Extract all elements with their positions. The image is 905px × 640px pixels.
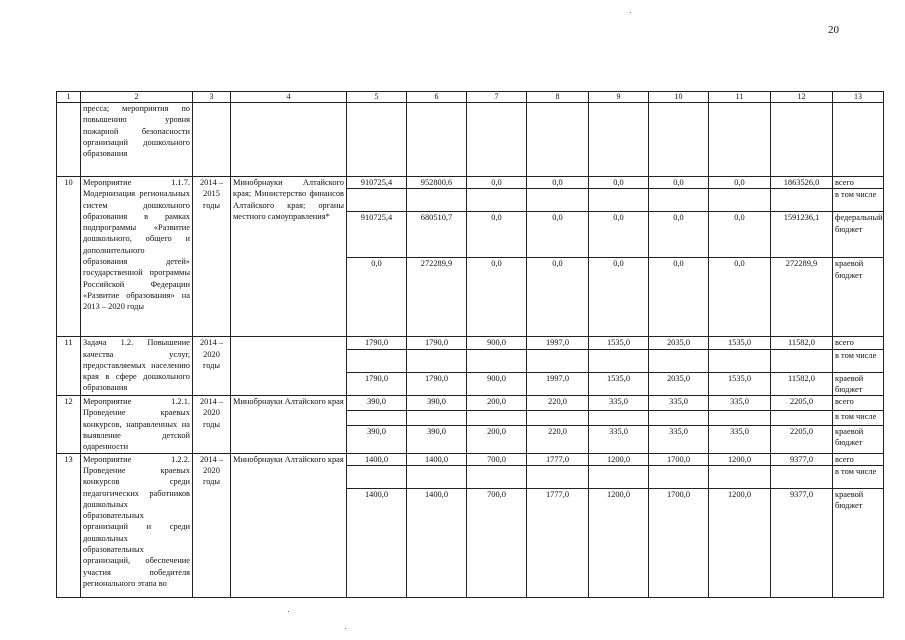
value-cell: 0,0 [649,177,709,189]
value-cell: 1863526,0 [771,177,833,189]
value-cell: 2205,0 [771,396,833,411]
funding-source-cell: федеральный бюджет [833,212,884,258]
header-cell: 2 [81,92,193,103]
continuation-text: пресса; мероприятия по повышению уровня пожарной безопасности организаций дошкольного образования [81,103,193,177]
value-cell [407,465,467,488]
value-cell: 1400,0 [407,453,467,465]
value-cell: 700,0 [467,453,527,465]
value-cell [771,349,833,372]
value-cell: 390,0 [407,396,467,411]
value-cell [709,465,771,488]
funding-source-cell: в том числе [833,410,884,425]
funding-source-cell: в том числе [833,349,884,372]
header-row [57,92,884,103]
value-cell: 9377,0 [771,453,833,465]
table-row [57,396,884,411]
measure-name-cell: Мероприятие 1.2.2. Проведение краевых конкурсов среди педагогических работников дошкольных образовательных организаций и среди дошкольных образовательных организаций, обеспечение участия победителя регионального этапа во [81,453,193,597]
header-cell: 5 [347,92,407,103]
header-cell: 9 [589,92,649,103]
value-cell [771,465,833,488]
period-cell: 2014 – 2020 годы [193,453,231,597]
value-cell [407,349,467,372]
value-cell: 220,0 [527,396,589,411]
value-cell: 700,0 [467,488,527,597]
value-cell [467,410,527,425]
row-number-cell: 12 [57,396,81,453]
empty-cell [467,103,527,177]
value-cell: 1400,0 [347,488,407,597]
value-cell [649,410,709,425]
value-cell: 0,0 [527,212,589,258]
continuation-row [57,103,884,177]
value-cell: 335,0 [709,425,771,453]
value-cell: 910725,4 [347,212,407,258]
value-cell [771,189,833,212]
value-cell: 272289,9 [771,258,833,337]
measure-name-cell: Мероприятие 1.2.1. Проведение краевых конкурсов, направленных на выявление детской одаренности [81,396,193,453]
value-cell: 0,0 [589,212,649,258]
value-cell: 1790,0 [407,337,467,349]
value-cell: 1400,0 [407,488,467,597]
empty-cell [709,103,771,177]
header-cell: 13 [833,92,884,103]
header-cell: 1 [57,92,81,103]
table-row [57,177,884,189]
value-cell: 1400,0 [347,453,407,465]
value-cell [347,410,407,425]
value-cell: 272289,9 [407,258,467,337]
value-cell [589,410,649,425]
empty-cell [527,103,589,177]
empty-cell [57,103,81,177]
value-cell: 1997,0 [527,372,589,396]
value-cell [771,410,833,425]
page-number: 20 [828,24,839,36]
value-cell: 1700,0 [649,488,709,597]
value-cell [589,349,649,372]
funding-source-cell: краевой бюджет [833,258,884,337]
header-cell: 7 [467,92,527,103]
value-cell [467,349,527,372]
empty-cell [231,103,347,177]
header-cell: 12 [771,92,833,103]
value-cell: 1591236,1 [771,212,833,258]
value-cell: 1535,0 [589,337,649,349]
value-cell: 952800,6 [407,177,467,189]
value-cell: 1200,0 [589,453,649,465]
value-cell: 1777,0 [527,453,589,465]
value-cell: 390,0 [347,396,407,411]
value-cell: 2035,0 [649,372,709,396]
value-cell [467,465,527,488]
value-cell: 9377,0 [771,488,833,597]
value-cell [527,189,589,212]
header-cell: 11 [709,92,771,103]
header-cell: 8 [527,92,589,103]
executor-cell: Минобрнауки Алтайского края [231,396,347,453]
value-cell [407,410,467,425]
value-cell: 2035,0 [649,337,709,349]
value-cell: 200,0 [467,425,527,453]
funding-source-cell: краевой бюджет [833,488,884,597]
value-cell: 0,0 [709,258,771,337]
measure-name-cell: Задача 1.2. Повышение качества услуг, предоставляемых населению края в сфере дошкольного образования [81,337,193,396]
value-cell [347,349,407,372]
value-cell: 335,0 [709,396,771,411]
value-cell: 1790,0 [407,372,467,396]
empty-cell [833,103,884,177]
value-cell: 0,0 [649,258,709,337]
value-cell [589,465,649,488]
empty-cell [347,103,407,177]
value-cell: 1535,0 [709,372,771,396]
value-cell: 1200,0 [709,488,771,597]
table-row [57,453,884,465]
value-cell: 335,0 [589,396,649,411]
empty-cell [649,103,709,177]
value-cell [649,349,709,372]
value-cell: 1790,0 [347,337,407,349]
funding-source-cell: в том числе [833,465,884,488]
program-table [56,91,884,598]
funding-source-cell: всего [833,453,884,465]
empty-cell [193,103,231,177]
value-cell [527,410,589,425]
value-cell: 0,0 [467,177,527,189]
value-cell [709,410,771,425]
value-cell: 900,0 [467,372,527,396]
value-cell [467,189,527,212]
value-cell: 1997,0 [527,337,589,349]
value-cell [649,189,709,212]
value-cell: 1535,0 [589,372,649,396]
value-cell: 0,0 [527,258,589,337]
value-cell: 0,0 [527,177,589,189]
period-cell: 2014 – 2015 годы [193,177,231,337]
value-cell: 0,0 [589,177,649,189]
empty-cell [771,103,833,177]
value-cell: 220,0 [527,425,589,453]
funding-source-cell: краевой бюджет [833,372,884,396]
period-cell: 2014 – 2020 годы [193,337,231,396]
funding-source-cell: в том числе [833,189,884,212]
value-cell: 390,0 [407,425,467,453]
value-cell [347,465,407,488]
funding-source-cell: краевой бюджет [833,425,884,453]
header-cell: 6 [407,92,467,103]
value-cell: 680510,7 [407,212,467,258]
empty-cell [589,103,649,177]
value-cell: 390,0 [347,425,407,453]
value-cell: 200,0 [467,396,527,411]
empty-cell [407,103,467,177]
value-cell: 910725,4 [347,177,407,189]
value-cell [709,189,771,212]
value-cell [407,189,467,212]
value-cell [709,349,771,372]
executor-cell: Минобрнауки Алтайского края [231,453,347,597]
funding-source-cell: всего [833,337,884,349]
value-cell [347,189,407,212]
value-cell: 1700,0 [649,453,709,465]
period-cell: 2014 – 2020 годы [193,396,231,453]
funding-source-cell: всего [833,396,884,411]
value-cell [589,189,649,212]
value-cell [527,349,589,372]
value-cell: 1790,0 [347,372,407,396]
value-cell: 11582,0 [771,372,833,396]
header-cell: 3 [193,92,231,103]
value-cell: 0,0 [467,212,527,258]
value-cell: 0,0 [649,212,709,258]
measure-name-cell: Мероприятие 1.1.7. Модернизация региональных систем дошкольного образования в рамках подпрограммы «Развитие дошкольного, общего и дополнительного образования детей» государственной программы Российской Федерации «Развитие образования» на 2013 – 2020 годы [81,177,193,337]
table-row [57,337,884,349]
value-cell: 900,0 [467,337,527,349]
value-cell: 335,0 [649,396,709,411]
row-number-cell: 13 [57,453,81,597]
funding-source-cell: всего [833,177,884,189]
value-cell: 1200,0 [589,488,649,597]
value-cell: 1777,0 [527,488,589,597]
value-cell: 335,0 [589,425,649,453]
row-number-cell: 10 [57,177,81,337]
value-cell: 0,0 [467,258,527,337]
executor-cell [231,337,347,396]
value-cell [649,465,709,488]
value-cell: 2205,0 [771,425,833,453]
value-cell: 335,0 [649,425,709,453]
value-cell: 0,0 [709,177,771,189]
value-cell: 0,0 [589,258,649,337]
value-cell: 1535,0 [709,337,771,349]
value-cell: 0,0 [347,258,407,337]
header-cell: 10 [649,92,709,103]
executor-cell: Минобрнауки Алтайского края; Министерство финансов Алтайского края; органы местного самоуправления* [231,177,347,337]
value-cell [527,465,589,488]
value-cell: 1200,0 [709,453,771,465]
header-cell: 4 [231,92,347,103]
value-cell: 0,0 [709,212,771,258]
row-number-cell: 11 [57,337,81,396]
value-cell: 11582,0 [771,337,833,349]
